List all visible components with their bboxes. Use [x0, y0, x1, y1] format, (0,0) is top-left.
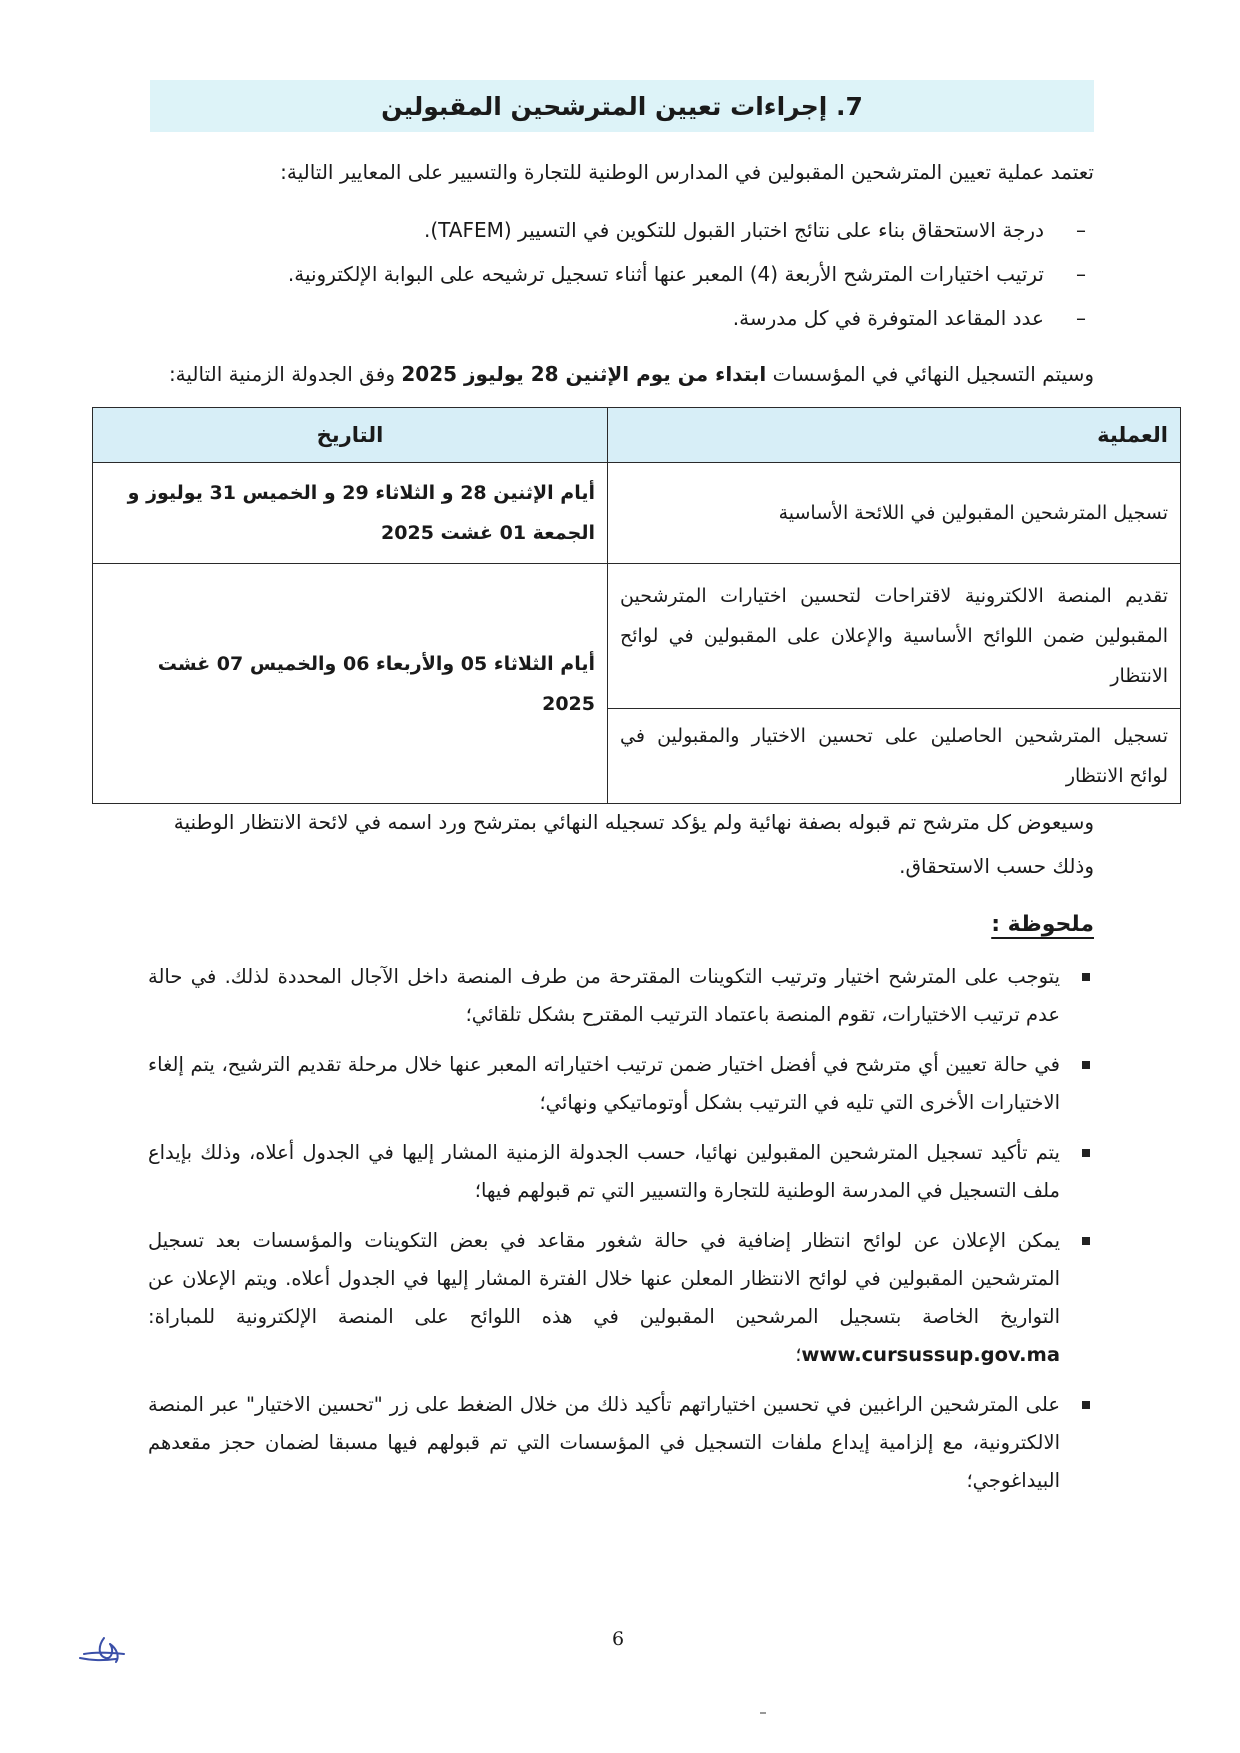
- note-item: على المترشحين الراغبين في تحسين اختياراتهم تأكيد ذلك من خلال الضغط على زر "تحسين الاختيار" عبر المنصة الالكترونية، مع إلزامية إيداع ملفات التسجيل في المؤسسات التي تم قبولهم فيها مسبقا لضمان حجز مقعدهم البيداغوجي؛: [148, 1386, 1094, 1500]
- note-item: يتم تأكيد تسجيل المترشحين المقبولين نهائيا، حسب الجدولة الزمنية المشار إليها في الجدول أعلاه، وذلك بإيداع ملف التسجيل في المدرسة الوطنية للتجارة والتسيير التي تم قبولهم فيها؛: [148, 1134, 1094, 1210]
- date-cell: أيام الإثنين 28 و الثلاثاء 29 و الخميس 31 يوليوز و الجمعة 01 غشت 2025: [93, 463, 608, 564]
- dash-bullet-icon: –: [1076, 218, 1086, 242]
- table-header-row: [93, 408, 1181, 463]
- header-date: التاريخ: [93, 408, 608, 463]
- operation-cell: تسجيل المترشحين الحاصلين على تحسين الاختيار والمقبولين في لوائح الانتظار: [608, 709, 1181, 804]
- intro-paragraph: تعتمد عملية تعيين المترشحين المقبولين في المدارس الوطنية للتجارة والتسيير على المعايير التالية:: [280, 160, 1094, 184]
- table-row: [93, 564, 1181, 709]
- platform-url-link[interactable]: www.cursussup.gov.ma: [801, 1343, 1060, 1366]
- note-item: يمكن الإعلان عن لوائح انتظار إضافية في حالة شغور مقاعد في بعض التكوينات والمؤسسات بعد تسجيل المترشحين المقبولين في لوائح الانتظار المعلن عنها خلال الفترة المشار إليها في الجدول أعلاه. ويتم الإعلان عن التواريخ الخاصة بتسجيل المرشحين المقبولين في هذه اللوائح على المنصة الإلكترونية للمباراة: www.cursussup.gov.ma؛: [148, 1222, 1094, 1374]
- dash-bullet-icon: –: [1076, 262, 1086, 286]
- start-date-highlight: ابتداء من يوم الإثنين 28 يوليوز 2025: [401, 362, 767, 386]
- waitlist-paragraph: وسيعوض كل مترشح تم قبوله بصفة نهائية ولم يؤكد تسجيله النهائي بمترشح ورد اسمه في لائحة الانتظار الوطنية وذلك حسب الاستحقاق.: [173, 810, 1094, 878]
- criteria-item: – درجة الاستحقاق بناء على نتائج اختبار القبول للتكوين في التسيير (TAFEM).: [174, 208, 1094, 252]
- notes-heading: ملحوظة :: [991, 912, 1094, 937]
- square-bullet-icon: [1082, 1149, 1090, 1157]
- schedule-table: [92, 407, 1181, 804]
- scan-speck: [760, 1712, 766, 1714]
- table-row: [93, 463, 1181, 564]
- square-bullet-icon: [1082, 1237, 1090, 1245]
- header-operation: العملية: [608, 408, 1181, 463]
- operation-cell: تسجيل المترشحين المقبولين في اللائحة الأساسية: [608, 463, 1181, 564]
- page-number: 6: [612, 1628, 625, 1650]
- square-bullet-icon: [1082, 1401, 1090, 1409]
- square-bullet-icon: [1082, 1061, 1090, 1069]
- dash-bullet-icon: –: [1076, 306, 1086, 330]
- note-item: في حالة تعيين أي مترشح في أفضل اختيار ضمن ترتيب اختياراته المعبر عنها خلال مرحلة تقديم الترشيح، يتم إلغاء الاختيارات الأخرى التي تليه في الترتيب بشكل أوتوماتيكي ونهائي؛: [148, 1046, 1094, 1122]
- date-cell: أيام الثلاثاء 05 والأربعاء 06 والخميس 07 غشت 2025: [93, 564, 608, 804]
- section-title: 7. إجراءات تعيين المترشحين المقبولين: [150, 80, 1094, 132]
- square-bullet-icon: [1082, 973, 1090, 981]
- criteria-item: – ترتيب اختيارات المترشح الأربعة (4) المعبر عنها أثناء تسجيل ترشيحه على البوابة الإلكترونية.: [174, 252, 1094, 296]
- criteria-list: [174, 208, 1094, 340]
- signature-icon: [76, 1632, 136, 1666]
- schedule-intro-paragraph: وسيتم التسجيل النهائي في المؤسسات ابتداء من يوم الإثنين 28 يوليوز 2025 وفق الجدولة الزمنية التالية:: [168, 362, 1094, 386]
- notes-list: [148, 958, 1094, 1512]
- operation-cell: تقديم المنصة الالكترونية لاقتراحات لتحسين اختيارات المترشحين المقبولين ضمن اللوائح الأساسية والإعلان على المقبولين في لوائح الانتظار: [608, 564, 1181, 709]
- criteria-item: – عدد المقاعد المتوفرة في كل مدرسة.: [174, 296, 1094, 340]
- note-item: يتوجب على المترشح اختيار وترتيب التكوينات المقترحة من طرف المنصة داخل الآجال المحددة لذلك. في حالة عدم ترتيب الاختيارات، تقوم المنصة باعتماد الترتيب المقترح بشكل تلقائي؛: [148, 958, 1094, 1034]
